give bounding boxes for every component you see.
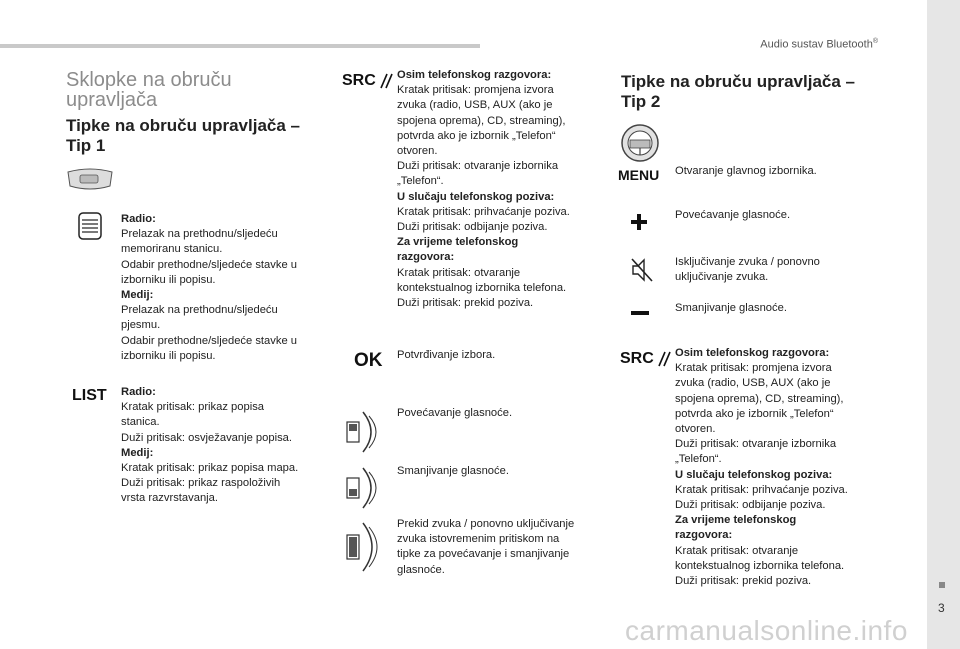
item-src-text: Osim telefonskog razgovora: Kratak pritisak: promjena izvora zvuka (radio, USB, AUX (ako je spojena oprema), CD, streaming), potvrda ako je izbornik „Telefon“ otvoren. Duži pritisak: otvaranje izbornika „Telefon“. U slučaju telefonskog poziva: Kratak pritisak: prihvaćanje poziva. Duži pritisak: odbijanje poziva. Za vrijeme telefonskog razgovora: Kratak pritisak: otvaranje kontekstualnog izbornika telefona. Duži pritisak: prekid poziva. <box>397 69 570 310</box>
section-title: Sklopke na obruču upravljača <box>66 69 232 111</box>
subtitle-tip2: Tipke na obruču upravljača – Tip 2 <box>621 72 855 111</box>
item-ok-text: Potvrđivanje izbora. <box>397 349 496 361</box>
item-volume-down-text: Smanjivanje glasnoće. <box>397 465 509 477</box>
steering-control-icon <box>66 166 114 192</box>
volume-up-rocker-icon <box>345 410 381 454</box>
mute-speaker-icon <box>630 257 654 283</box>
volume-down-rocker-icon <box>345 466 381 510</box>
mute-rocker-icon <box>345 521 381 573</box>
scroll-wheel-icon <box>78 212 102 240</box>
page-number: 3 <box>938 601 945 615</box>
running-header: Audio sustav Bluetooth® <box>760 38 878 51</box>
item-minus-text: Smanjivanje glasnoće. <box>675 302 787 314</box>
header-rule <box>0 44 480 48</box>
item-mute-text: Prekid zvuka / ponovno uključivanje zvuka istovremenim pritiskom na tipke za povećavanje i smanjivanje glasnoće. <box>397 518 575 576</box>
list-button-label: LIST <box>72 387 107 404</box>
src-button-icon-tip2: SRC <box>620 350 672 368</box>
item-list-text: Radio: Kratak pritisak: prikaz popisa stanica. Duži pritisak: osvježavanje popisa. Medij: Kratak pritisak: prikaz popisa mapa. Duži pritisak: prikaz raspoloživih vrsta razvrstavanja. <box>121 386 299 505</box>
item-src-tip2-text: Osim telefonskog razgovora: Kratak pritisak: promjena izvora zvuka (radio, USB, AUX (ako je spojena oprema), CD, streaming), potvrda ako je izbornik „Telefon“ otvoren. Duži pritisak: otvaranje izbornika „Telefon“. U slučaju telefonskog poziva: Kratak pritisak: prihvaćanje poziva. Duži pritisak: odbijanje poziva. Za vrijeme telefonskog razgovora: Kratak pritisak: otvaranje kontekstualnog izbornika telefona. Duži pritisak: prekid poziva. <box>675 347 848 588</box>
item-scroll-wheel-text: Radio: Prelazak na prethodnu/sljedeću memoriranu stanicu. Odabir prethodne/sljedeće stavke u izborniku ili popisu. Medij: Prelazak na prethodnu/sljedeću pjesmu. Odabir prethodne/sljedeće stavke u izborniku ili popisu. <box>121 213 298 362</box>
plus-icon <box>630 213 648 231</box>
minus-icon <box>631 311 649 316</box>
ok-button-label: OK <box>354 350 383 371</box>
menu-button-label: MENU <box>618 167 660 183</box>
src-button-icon: SRC <box>342 72 394 90</box>
subtitle-tip1: Tipke na obruču upravljača – Tip 1 <box>66 116 300 155</box>
watermark: carmanualsonline.info <box>625 615 908 646</box>
item-plus-text: Povećavanje glasnoće. <box>675 209 791 221</box>
item-volume-up-text: Povećavanje glasnoće. <box>397 407 513 419</box>
item-menu-text: Otvaranje glavnog izbornika. <box>675 165 817 177</box>
page-marker <box>939 582 945 588</box>
item-mute-toggle-text: Isključivanje zvuka / ponovno uključivanje zvuka. <box>675 256 820 284</box>
steering-wheel-icon <box>620 123 660 163</box>
page-sidebar <box>927 0 960 649</box>
